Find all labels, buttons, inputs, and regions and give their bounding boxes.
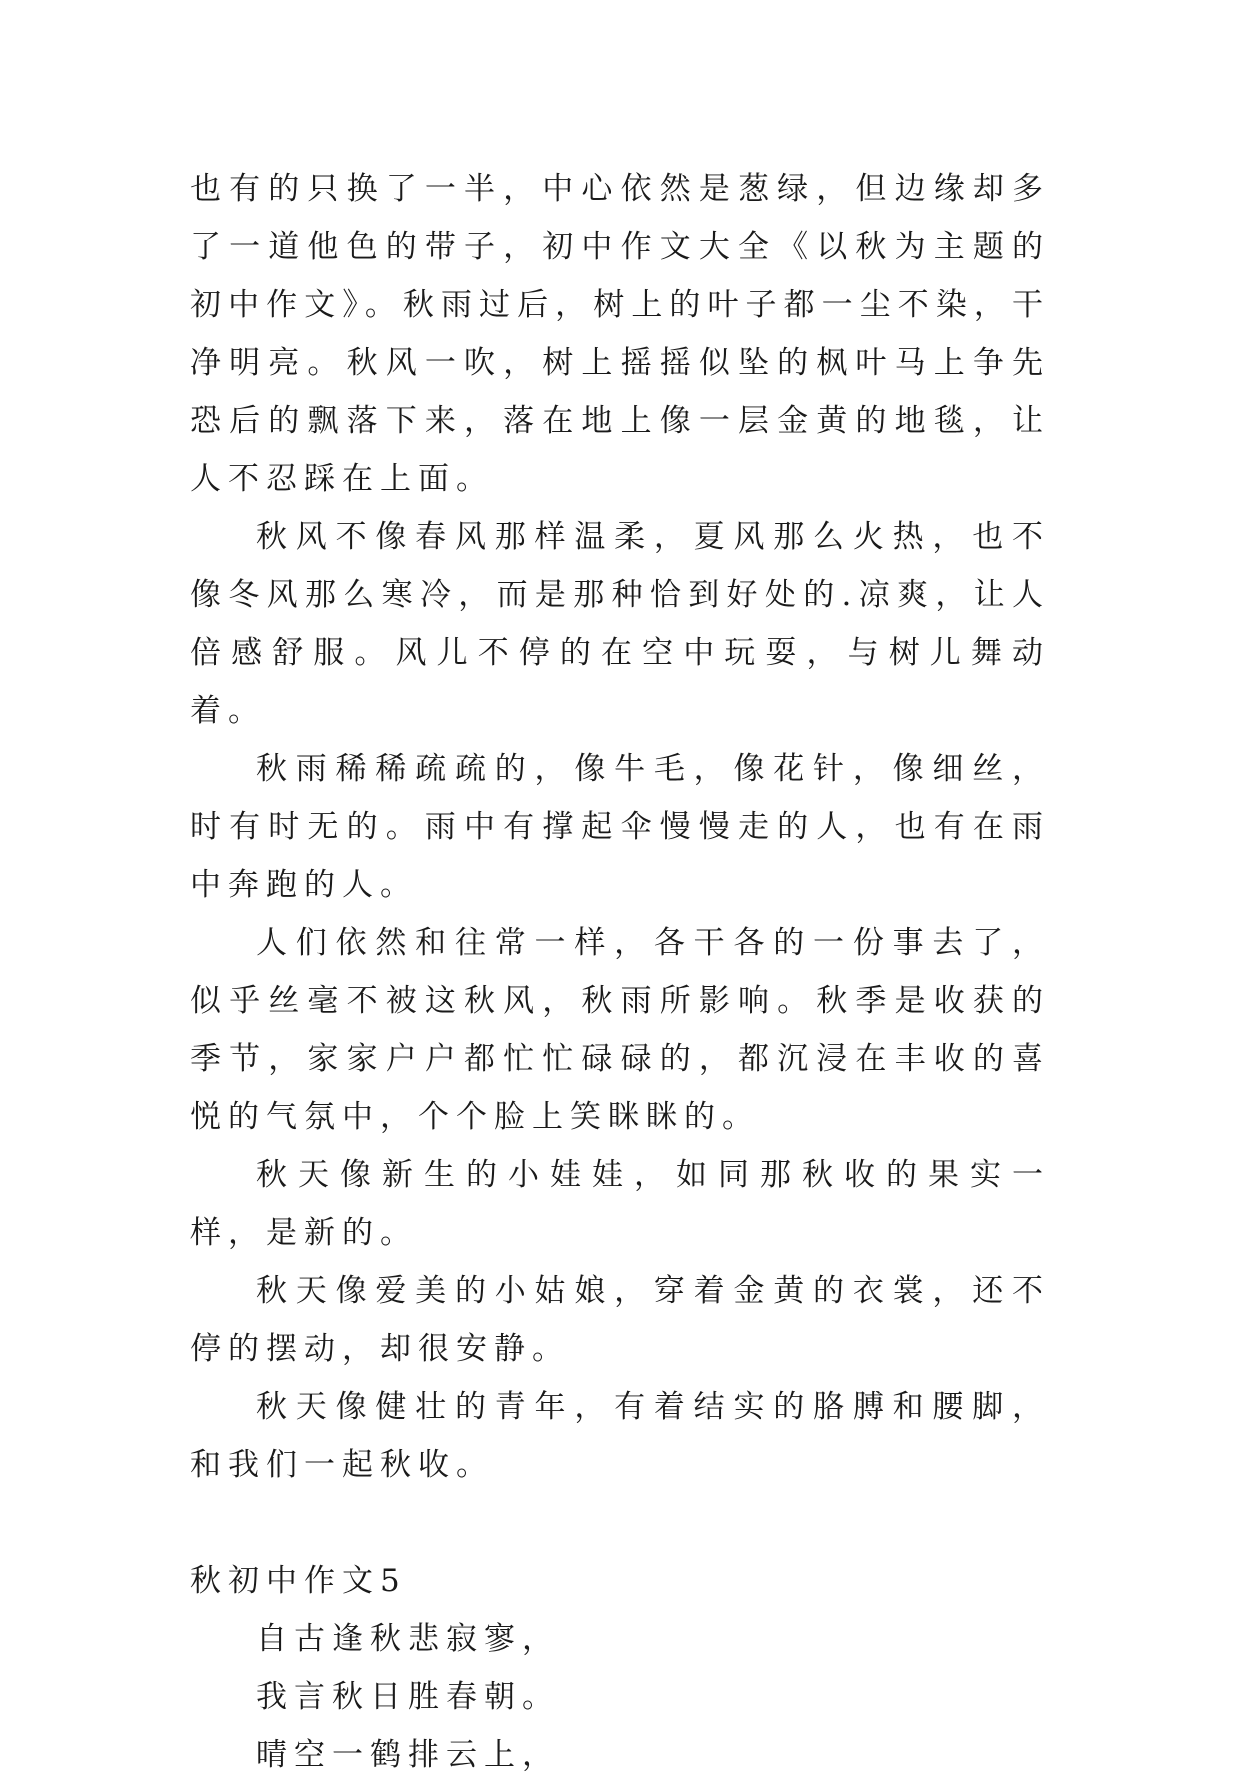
paragraph: 也有的只换了一半，中心依然是葱绿，但边缘却多了一道他色的带子，初中作文大全《以秋为主题的初中作文》。秋雨过后，树上的叶子都一尘不染，干净明亮。秋风一吹，树上摇摇似坠的枫叶马上争先恐后的飘落下来，落在地上像一层金黄的地毯，让人不忍踩在上面。: [190, 171, 1050, 497]
paragraph: 秋风不像春风那样温柔，夏风那么火热，也不像冬风那么寒冷，而是那种恰到好处的.凉爽，让人倍感舒服。风儿不停的在空中玩耍，与树儿舞动着。: [190, 519, 1050, 729]
paragraph: 秋天像爱美的小姑娘，穿着金黄的衣裳，还不停的摆动，却很安静。: [190, 1273, 1050, 1367]
poem-line: 我言秋日胜春朝。: [256, 1679, 560, 1715]
paragraph: 人们依然和往常一样，各干各的一份事去了，似乎丝毫不被这秋风，秋雨所影响。秋季是收获的季节，家家户户都忙忙碌碌的，都沉浸在丰收的喜悦的气氛中，个个脸上笑眯眯的。: [190, 925, 1050, 1135]
paragraph: 秋雨稀稀疏疏的，像牛毛，像花针，像细丝，时有时无的。雨中有撑起伞慢慢走的人，也有在雨中奔跑的人。: [190, 751, 1050, 903]
poem-line: 晴空一鹤排云上，: [256, 1737, 560, 1773]
document-body: [190, 160, 1050, 1784]
section-heading: 秋初中作文5: [190, 1563, 407, 1599]
paragraph: 秋天像新生的小娃娃，如同那秋收的果实一样，是新的。: [190, 1157, 1050, 1251]
poem-line: 自古逢秋悲寂寥，: [256, 1621, 560, 1657]
paragraph: 秋天像健壮的青年，有着结实的胳膊和腰脚，和我们一起秋收。: [190, 1389, 1050, 1483]
